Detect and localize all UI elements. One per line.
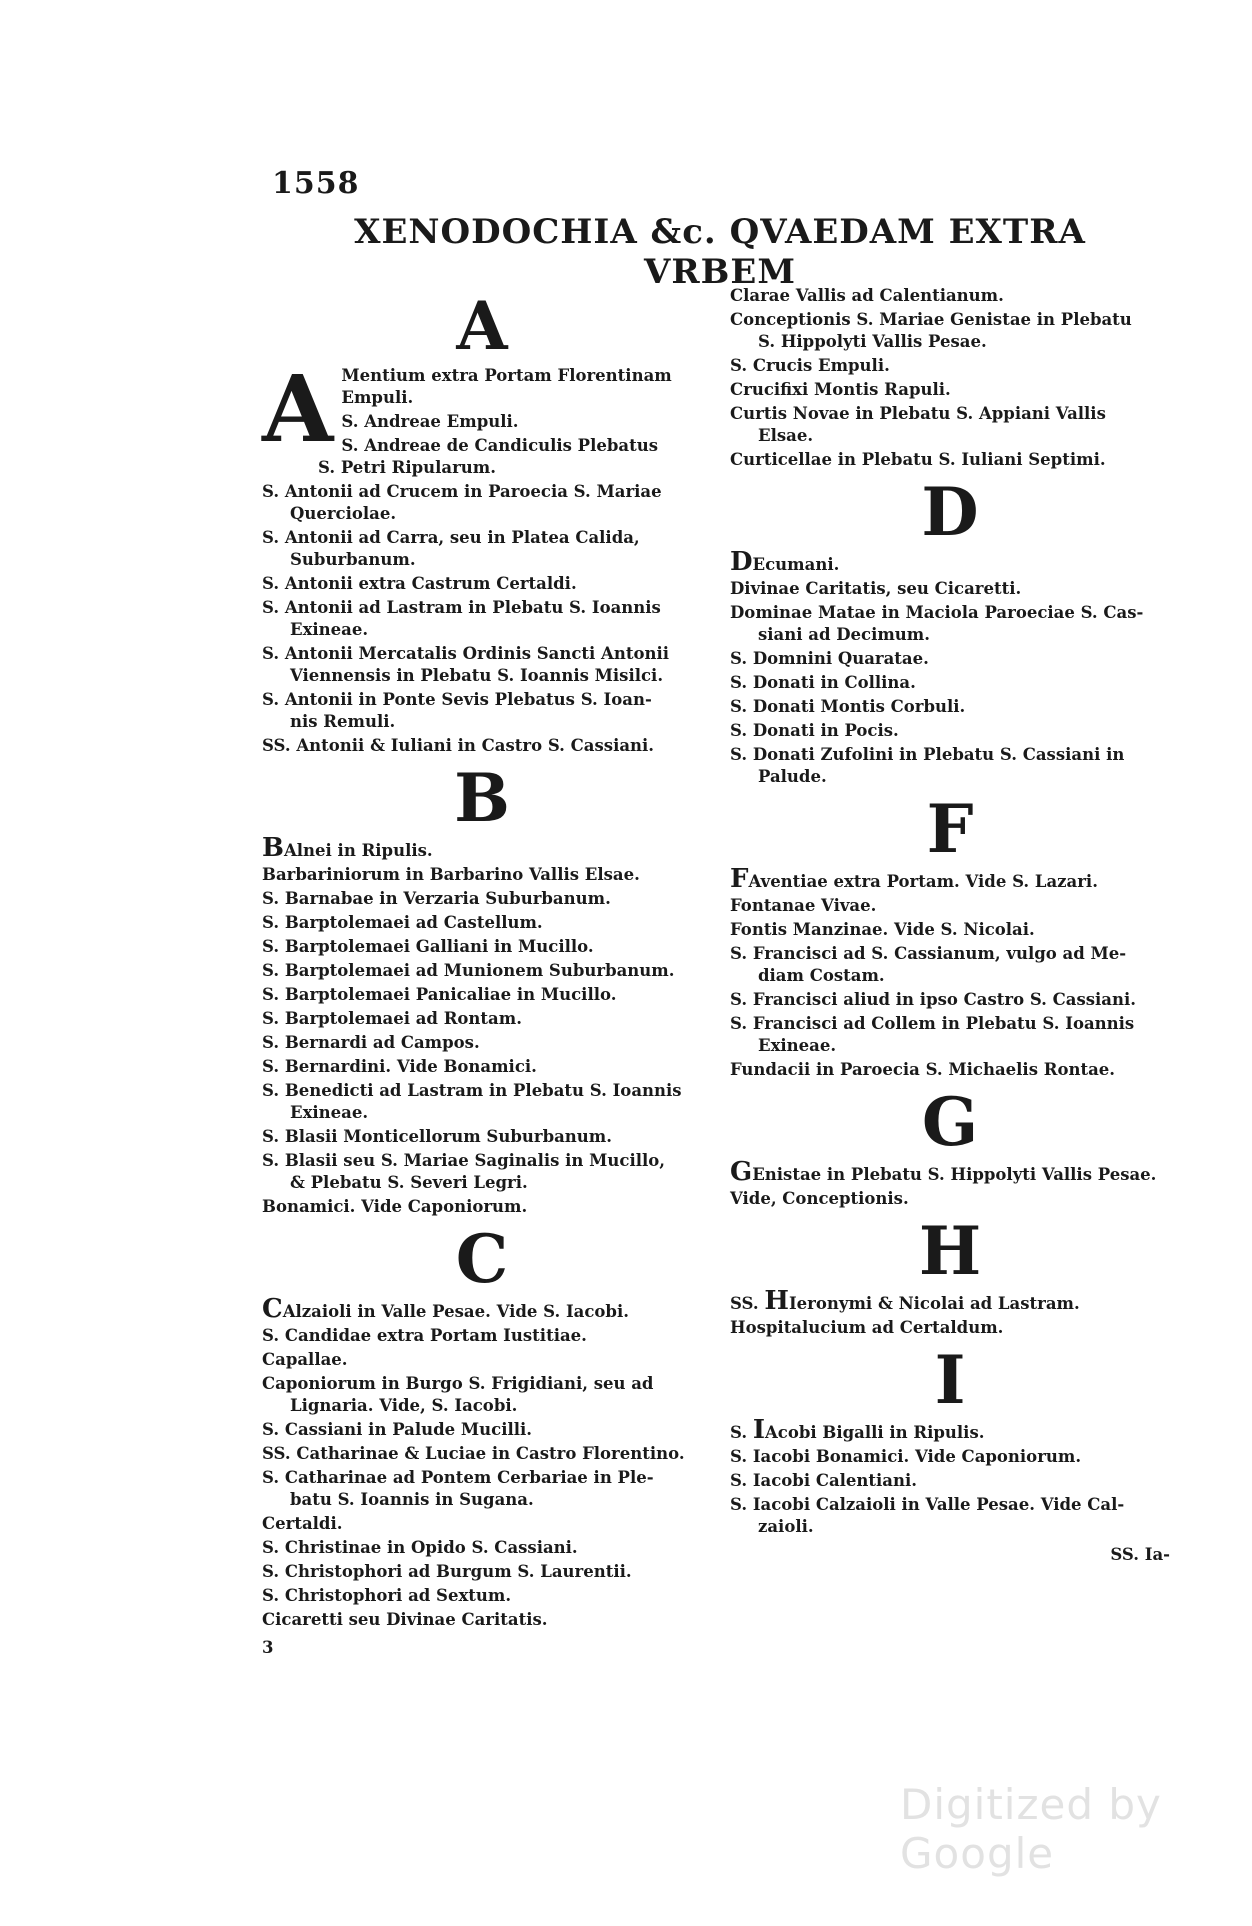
entry-continuation: batu S. Ioannis in Sugana. bbox=[290, 1490, 534, 1509]
initial-letter: D bbox=[730, 547, 753, 577]
index-entry bbox=[730, 720, 1170, 742]
entry-text: SS. Catharinae & Luciae in Castro Florentino. bbox=[262, 1444, 685, 1463]
entry-text: S. Antonii ad Crucem in Paroecia S. Mariae bbox=[262, 482, 662, 501]
entry-text: S. Antonii ad Lastram in Plebatu S. Ioannis bbox=[262, 598, 661, 617]
entry-text: Hospitalucium ad Certaldum. bbox=[730, 1318, 1004, 1337]
entry-text: S. Antonii extra Castrum Certaldi. bbox=[262, 574, 577, 593]
index-entry bbox=[262, 573, 702, 595]
index-entry bbox=[730, 578, 1170, 600]
index-entry bbox=[730, 1470, 1170, 1492]
index-entry bbox=[262, 481, 702, 525]
index-entry bbox=[262, 597, 702, 641]
entry-continuation: & Plebatu S. Severi Legri. bbox=[290, 1173, 528, 1192]
entry-text: S. Donati Zufolini in Plebatu S. Cassiani in bbox=[730, 745, 1125, 764]
index-entry bbox=[730, 355, 1170, 377]
index-entry bbox=[262, 888, 702, 910]
index-entry bbox=[730, 379, 1170, 401]
section-i-entries bbox=[730, 1446, 1170, 1538]
index-entry bbox=[730, 602, 1170, 646]
index-entry bbox=[730, 1059, 1170, 1081]
digitized-watermark: Digitized by Google bbox=[900, 1780, 1162, 1878]
section-a-entries bbox=[262, 411, 702, 757]
entry-continuation: zaioli. bbox=[758, 1517, 814, 1536]
entry-text: S. Christophori ad Sextum. bbox=[262, 1586, 512, 1605]
entry-text: S. Francisci ad Collem in Plebatu S. Ioannis bbox=[730, 1014, 1135, 1033]
index-entry bbox=[730, 989, 1170, 1011]
entry-text: Barbariniorum in Barbarino Vallis Elsae. bbox=[262, 865, 640, 884]
entry-text: S. Francisci ad S. Cassianum, vulgo ad Me- bbox=[730, 944, 1127, 963]
left-column bbox=[262, 285, 702, 1659]
entry-text: S. Bernardi ad Campos. bbox=[262, 1033, 480, 1052]
index-entry bbox=[262, 1373, 702, 1417]
index-entry bbox=[730, 895, 1170, 917]
entry-text: S. Francisci aliud in ipso Castro S. Cassiani. bbox=[730, 990, 1137, 1009]
section-d-entries bbox=[730, 578, 1170, 788]
right-column bbox=[730, 285, 1170, 1566]
entry-text: S. Benedicti ad Lastram in Plebatu S. Ioannis bbox=[262, 1081, 682, 1100]
entry-continuation: S. Petri Ripularum. bbox=[318, 458, 496, 477]
index-entry bbox=[262, 1196, 702, 1218]
entry-continuation: Exineae. bbox=[290, 620, 369, 639]
entry-continuation: Lignaria. Vide, S. Iacobi. bbox=[290, 1396, 518, 1415]
index-entry bbox=[730, 648, 1170, 670]
index-entry bbox=[730, 1446, 1170, 1468]
section-letter-h: H bbox=[918, 1212, 982, 1290]
entry-text: S. Crucis Empuli. bbox=[730, 356, 890, 375]
entry-c-first bbox=[262, 1294, 702, 1324]
entry-text: S. Antonii in Ponte Sevis Plebatus S. Ioan- bbox=[262, 690, 652, 709]
index-entry bbox=[262, 1537, 702, 1559]
entry-text: SS. Antonii & Iuliani in Castro S. Cassiani. bbox=[262, 736, 655, 755]
entry-text: Fontis Manzinae. Vide S. Nicolai. bbox=[730, 920, 1035, 939]
entry-text: Crucifixi Montis Rapuli. bbox=[730, 380, 951, 399]
entry-prefix: SS. bbox=[730, 1294, 759, 1313]
section-g-entries bbox=[730, 1188, 1170, 1210]
entry-text: Aventiae extra Portam. Vide S. Lazari. bbox=[748, 872, 1098, 891]
initial-letter: H bbox=[764, 1286, 789, 1316]
index-entry bbox=[262, 1008, 702, 1030]
entry-text: S. Iacobi Calzaioli in Valle Pesae. Vide Cal- bbox=[730, 1495, 1125, 1514]
entry-text: Capallae. bbox=[262, 1350, 348, 1369]
section-letter-f: F bbox=[926, 790, 974, 868]
initial-letter: I bbox=[752, 1415, 765, 1445]
index-entry bbox=[262, 912, 702, 934]
entry-text: Ieronymi & Nicolai ad Lastram. bbox=[788, 1294, 1080, 1313]
entry-continuation: Palude. bbox=[758, 767, 827, 786]
entry-text: S. Blasii seu S. Mariae Saginalis in Mucillo, bbox=[262, 1151, 666, 1170]
section-b-entries bbox=[262, 864, 702, 1218]
entry-text: S. Donati in Pocis. bbox=[730, 721, 899, 740]
index-entry bbox=[730, 449, 1170, 471]
initial-letter: G bbox=[730, 1157, 753, 1187]
entry-text: Caponiorum in Burgo S. Frigidiani, seu ad bbox=[262, 1374, 654, 1393]
section-c-continued-entries bbox=[730, 285, 1170, 471]
entry-text: Bonamici. Vide Caponiorum. bbox=[262, 1197, 528, 1216]
section-letter-g: G bbox=[921, 1083, 979, 1161]
index-entry bbox=[730, 285, 1170, 307]
section-h-entries bbox=[730, 1317, 1170, 1339]
entry-b-first bbox=[262, 833, 702, 863]
index-entry bbox=[730, 1188, 1170, 1210]
entry-text: Mentium extra Portam Florentinam bbox=[341, 366, 672, 385]
entry-continuation: Viennensis in Plebatu S. Ioannis Misilci. bbox=[290, 666, 664, 685]
entry-continuation: Elsae. bbox=[758, 426, 814, 445]
entry-text: S. Andreae Empuli. bbox=[341, 412, 519, 431]
entry-text: Alnei in Ripulis. bbox=[283, 841, 433, 860]
entry-text: S. Andreae de Candiculis Plebatus bbox=[341, 436, 658, 455]
index-entry bbox=[730, 744, 1170, 788]
entry-prefix: S. bbox=[730, 1423, 748, 1442]
entry-text: S. Barnabae in Verzaria Suburbanum. bbox=[262, 889, 611, 908]
entry-text: S. Barptolemaei Galliani in Mucillo. bbox=[262, 937, 594, 956]
entry-h-first bbox=[730, 1286, 1170, 1316]
entry-text: Fundacii in Paroecia S. Michaelis Rontae. bbox=[730, 1060, 1116, 1079]
initial-letter: C bbox=[262, 1294, 283, 1324]
entry-text: S. Donati Montis Corbuli. bbox=[730, 697, 966, 716]
index-entry bbox=[262, 1443, 702, 1465]
section-c-entries bbox=[262, 1325, 702, 1631]
index-entry bbox=[730, 1494, 1170, 1538]
entry-continuation: S. Hippolyti Vallis Pesae. bbox=[758, 332, 987, 351]
index-entry bbox=[262, 1585, 702, 1607]
entry-continuation: nis Remuli. bbox=[290, 712, 396, 731]
index-entry bbox=[262, 1325, 702, 1347]
index-entry bbox=[262, 1467, 702, 1511]
entry-text: Certaldi. bbox=[262, 1514, 343, 1533]
entry-text: S. Barptolemaei ad Rontam. bbox=[262, 1009, 522, 1028]
entry-text: S. Barptolemaei Panicaliae in Mucillo. bbox=[262, 985, 617, 1004]
index-entry bbox=[262, 689, 702, 733]
index-entry bbox=[730, 1317, 1170, 1339]
entry-text: Vide, Conceptionis. bbox=[730, 1189, 909, 1208]
entry-text: Clarae Vallis ad Calentianum. bbox=[730, 286, 1004, 305]
index-entry bbox=[730, 696, 1170, 718]
entry-text: S. Cassiani in Palude Mucilli. bbox=[262, 1420, 533, 1439]
entry-continuation: Empuli. bbox=[341, 388, 414, 407]
entry-continuation: siani ad Decimum. bbox=[758, 625, 931, 644]
section-letter-a: A bbox=[456, 287, 508, 365]
page-number: 1558 bbox=[272, 166, 360, 201]
index-entry bbox=[262, 1080, 702, 1124]
entry-text: S. Iacobi Calentiani. bbox=[730, 1471, 918, 1490]
entry-text: S. Antonii Mercatalis Ordinis Sancti Antonii bbox=[262, 644, 670, 663]
drop-cap-a: A bbox=[262, 355, 334, 463]
index-entry bbox=[730, 403, 1170, 447]
catchword: SS. Ia- bbox=[1110, 1545, 1170, 1564]
entry-f-first bbox=[730, 864, 1170, 894]
entry-continuation: Suburbanum. bbox=[290, 550, 416, 569]
index-entry bbox=[262, 960, 702, 982]
entry-text: S. Christophori ad Burgum S. Laurentii. bbox=[262, 1562, 632, 1581]
index-entry bbox=[262, 1056, 702, 1078]
entry-text: Alzaioli in Valle Pesae. Vide S. Iacobi. bbox=[282, 1302, 629, 1321]
entry-text: S. Domnini Quaratae. bbox=[730, 649, 929, 668]
initial-letter: F bbox=[730, 864, 749, 894]
entry-text: S. Antonii ad Carra, seu in Platea Calida, bbox=[262, 528, 640, 547]
section-f-entries bbox=[730, 895, 1170, 1081]
entry-text: S. Iacobi Bonamici. Vide Caponiorum. bbox=[730, 1447, 1082, 1466]
entry-text: Curtis Novae in Plebatu S. Appiani Vallis bbox=[730, 404, 1106, 423]
section-letter-b: B bbox=[454, 759, 510, 837]
entry-continuation: Exineae. bbox=[758, 1036, 837, 1055]
entry-text: S. Blasii Monticellorum Suburbanum. bbox=[262, 1127, 612, 1146]
index-entry bbox=[262, 1513, 702, 1535]
entry-text: S. Christinae in Opido S. Cassiani. bbox=[262, 1538, 578, 1557]
entry-text: Fontanae Vivae. bbox=[730, 896, 877, 915]
index-entry bbox=[262, 1561, 702, 1583]
entry-text: Acobi Bigalli in Ripulis. bbox=[765, 1423, 985, 1442]
entry-g-first bbox=[730, 1157, 1170, 1187]
entry-text: Conceptionis S. Mariae Genistae in Plebatu bbox=[730, 310, 1132, 329]
index-entry bbox=[730, 672, 1170, 694]
index-entry bbox=[262, 735, 702, 757]
section-letter-d: D bbox=[921, 473, 979, 551]
entry-continuation: diam Costam. bbox=[758, 966, 885, 985]
index-entry bbox=[262, 936, 702, 958]
section-letter-c: C bbox=[455, 1220, 509, 1298]
entry-i-first bbox=[730, 1415, 1170, 1445]
entry-text: Divinae Caritatis, seu Cicaretti. bbox=[730, 579, 1022, 598]
entry-text: S. Barptolemaei ad Castellum. bbox=[262, 913, 543, 932]
entry-text: Ecumani. bbox=[752, 555, 840, 574]
index-entry bbox=[730, 919, 1170, 941]
section-letter-i: I bbox=[934, 1341, 966, 1419]
index-entry bbox=[262, 527, 702, 571]
entry-text: S. Candidae extra Portam Iustitiae. bbox=[262, 1326, 587, 1345]
page-title: XENODOCHIA &c. QVAEDAM EXTRA VRBEM bbox=[354, 212, 1086, 292]
entry-text: S. Bernardini. Vide Bonamici. bbox=[262, 1057, 537, 1076]
entry-text: Curticellae in Plebatu S. Iuliani Septimi. bbox=[730, 450, 1106, 469]
initial-letter: B bbox=[262, 833, 284, 863]
index-entry bbox=[730, 309, 1170, 353]
index-entry bbox=[262, 984, 702, 1006]
entry-text: S. Donati in Collina. bbox=[730, 673, 916, 692]
entry-text: S. Catharinae ad Pontem Cerbariae in Ple- bbox=[262, 1468, 654, 1487]
entry-text: Dominae Matae in Maciola Paroeciae S. Cas- bbox=[730, 603, 1144, 622]
index-entry bbox=[262, 643, 702, 687]
index-entry bbox=[262, 1126, 702, 1148]
entry-text: Enistae in Plebatu S. Hippolyti Vallis Pesae. bbox=[752, 1165, 1157, 1184]
index-entry bbox=[262, 1150, 702, 1194]
index-entry bbox=[730, 943, 1170, 987]
entry-text: S. Barptolemaei ad Munionem Suburbanum. bbox=[262, 961, 675, 980]
entry-continuation: Exineae. bbox=[290, 1103, 369, 1122]
index-entry bbox=[730, 1013, 1170, 1057]
index-entry bbox=[262, 1609, 702, 1631]
entry-continuation: Querciolae. bbox=[290, 504, 397, 523]
entry-text: Cicaretti seu Divinae Caritatis. bbox=[262, 1610, 548, 1629]
index-entry bbox=[262, 1419, 702, 1441]
index-entry bbox=[262, 1349, 702, 1371]
signature-mark: 3 bbox=[262, 1638, 274, 1657]
index-entry bbox=[262, 864, 702, 886]
entry-d-first bbox=[730, 547, 1170, 577]
index-entry bbox=[262, 1032, 702, 1054]
